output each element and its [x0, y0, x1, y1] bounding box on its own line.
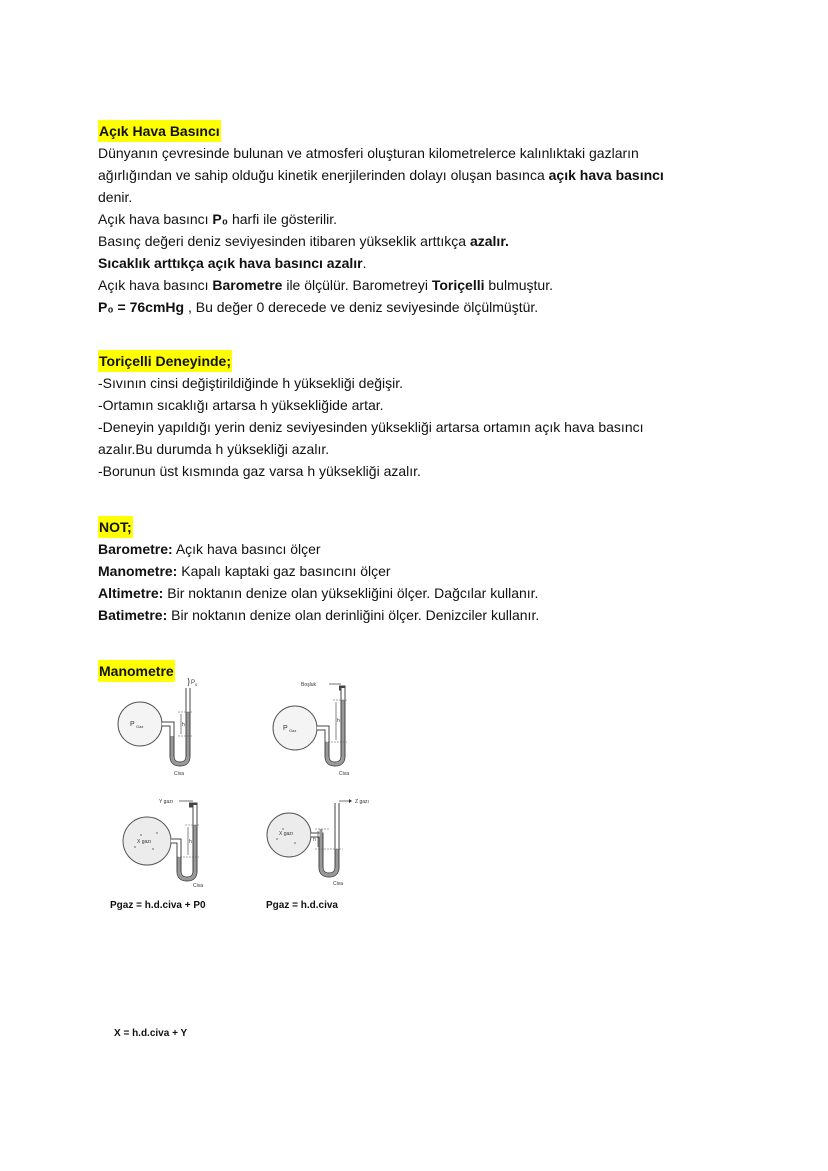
list-item: -Sıvının cinsi değiştirildiğinde h yüksekliği değişir.: [98, 375, 404, 391]
paragraph-line: Açık hava basıncı Barometre ile ölçülür. Barometreyi Toriçelli bulmuştur.: [98, 277, 553, 293]
civa-label: Civa: [193, 883, 204, 889]
gas-label: X gazı: [279, 831, 294, 837]
p0-label: P: [191, 680, 196, 686]
bosluk-label: Boşluk: [301, 682, 317, 688]
list-item: -Ortamın sıcaklığı artarsa h yüksekliğide artar.: [98, 397, 384, 413]
section-acik-hava-basinci: [98, 120, 738, 318]
gas-label: X gazı: [137, 839, 152, 845]
definition-row: Batimetre: Bir noktanın denize olan derinliğini ölçer. Denizciler kullanır.: [98, 607, 540, 623]
civa-label: Civa: [339, 771, 350, 777]
section-manometre: [98, 660, 738, 1039]
height-label: h: [337, 718, 340, 724]
paragraph-line: Açık hava basıncı P₀ harfi ile gösterilir.: [98, 211, 337, 227]
height-label: h: [189, 839, 192, 845]
paragraph-line: Dünyanın çevresinde bulunan ve atmosferi oluşturan kilometrelerce kalınlıktaki gazların: [98, 145, 639, 161]
formula-1: Pgaz = h.d.civa + P0: [110, 900, 206, 911]
list-item: -Borunun üst kısmında gaz varsa h yüksekliği azalır.: [98, 463, 421, 479]
paragraph-line: Basınç değeri deniz seviyesinden itibaren yükseklik arttıkça azalır.: [98, 233, 509, 249]
gas-label: P: [283, 725, 288, 732]
y-gas-label: Y gazı: [159, 799, 174, 805]
definition-row: Altimetre: Bir noktanın denize olan yüksekliğini ölçer. Dağcılar kullanır.: [98, 585, 539, 601]
paragraph-line: P₀ = 76cmHg , Bu değer 0 derecede ve deniz seviyesinde ölçülmüştür.: [98, 299, 539, 315]
formula-2: Pgaz = h.d.civa: [266, 900, 338, 911]
manometer-open-diagram: [108, 678, 238, 780]
gas-label-sub: Gaz: [289, 728, 297, 733]
paragraph-line: denir.: [98, 189, 133, 205]
formula-3: X = h.d.civa + Y: [114, 1028, 188, 1039]
z-gas-label: Z gazı: [355, 799, 369, 805]
gas-label-sub: Gaz: [136, 724, 144, 729]
gas-label: P: [130, 721, 135, 728]
civa-label: Civa: [174, 771, 185, 777]
manometer-xy-diagram: [113, 795, 243, 895]
section-title: Açık Hava Basıncı: [98, 120, 221, 142]
section-title: Toriçelli Deneyinde;: [98, 350, 232, 372]
paragraph-line: ağırlığından ve sahip olduğu kinetik enerjilerinden dolayı oluşan basınca açık hava basıncı: [98, 167, 664, 183]
section-toricelli: [98, 350, 738, 482]
section-not: [98, 516, 738, 626]
section-title: Manometre: [98, 660, 175, 682]
p0-label-sub: 0: [195, 682, 198, 687]
height-label: h: [182, 722, 185, 728]
section-title: NOT;: [98, 516, 133, 538]
definition-row: Barometre: Açık hava basıncı ölçer: [98, 541, 321, 557]
manometer-closed-diagram: [263, 678, 393, 780]
civa-label: Civa: [333, 881, 344, 887]
list-item: azalır.Bu durumda h yüksekliği azalır.: [98, 441, 330, 457]
definition-row: Manometre: Kapalı kaptaki gaz basıncını ölçer: [98, 563, 391, 579]
height-label: h: [313, 837, 316, 843]
list-item: -Deneyin yapıldığı yerin deniz seviyesinden yüksekliği artarsa ortamın açık hava basıncı: [98, 419, 644, 435]
paragraph-line: Sıcaklık arttıkça açık hava basıncı azalır.: [98, 255, 367, 271]
manometer-xz-diagram: [263, 795, 393, 895]
